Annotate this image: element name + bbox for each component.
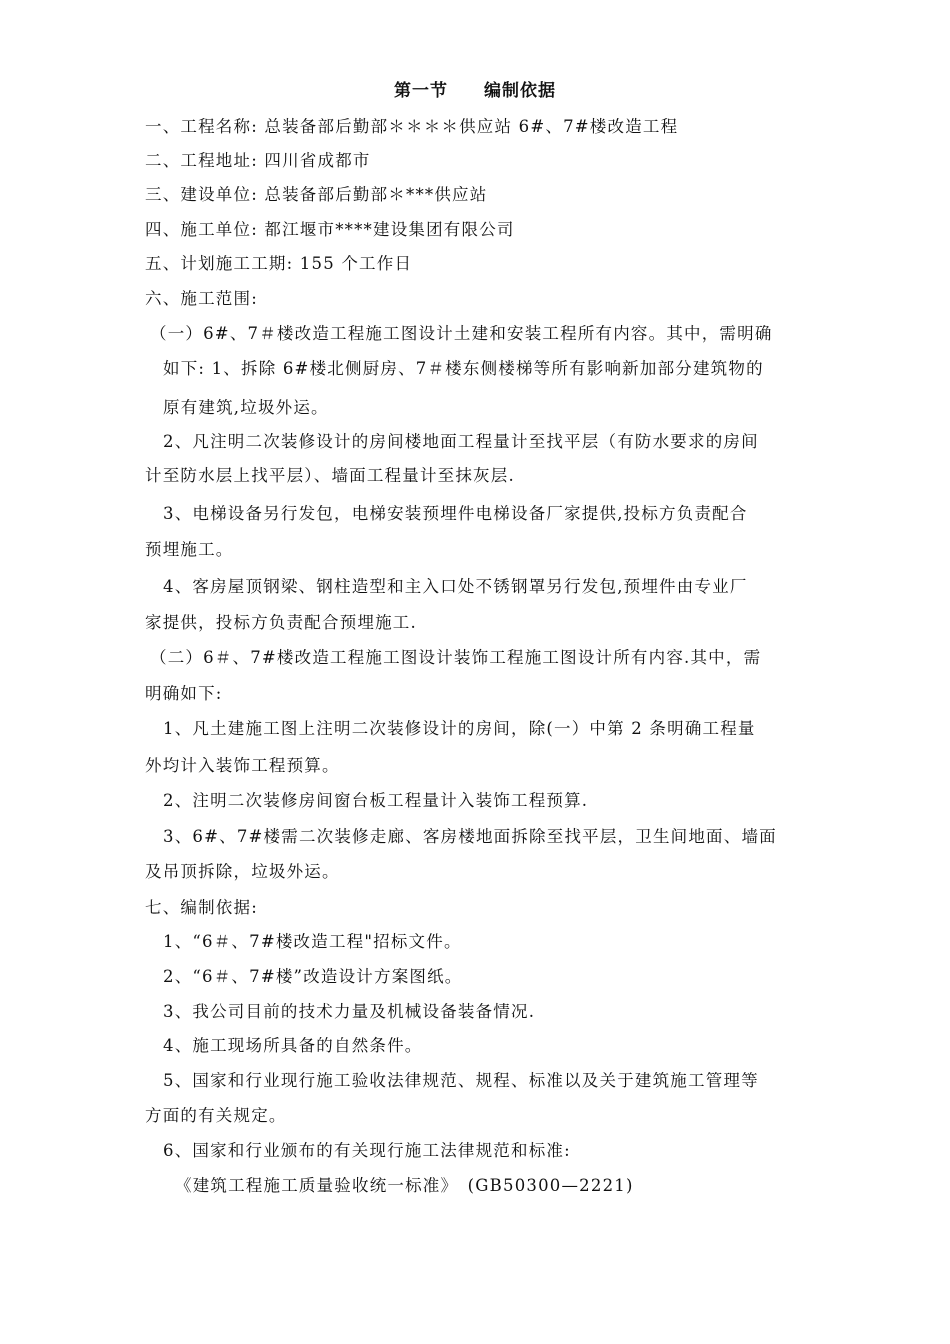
basis-item: 2、“6＃、7#楼”改造设计方案图纸。	[163, 967, 463, 986]
scope-heading: 六、施工范围:	[145, 289, 258, 308]
contractor-line: 四、施工单位: 都江堰市****建设集团有限公司	[145, 220, 515, 239]
scope-item-1-line: 3、电梯设备另行发包，电梯安装预埋件电梯设备厂家提供,投标方负责配合	[163, 504, 748, 523]
scope-item-1-line: 原有建筑,垃圾外运。	[163, 398, 329, 417]
basis-item: 5、国家和行业现行施工验收法律规范、规程、标准以及关于建筑施工管理等	[163, 1071, 759, 1090]
schedule-line: 五、计划施工工期: 155 个工作日	[145, 254, 413, 273]
scope-item-1-line: 2、凡注明二次装修设计的房间楼地面工程量计至找平层（有防水要求的房间	[163, 432, 759, 451]
scope-item-2-line: 及吊顶拆除，垃圾外运。	[145, 862, 340, 881]
standard-reference: 《建筑工程施工质量验收统一标准》 (GB50300—2221)	[175, 1176, 634, 1195]
scope-item-2-line: 2、注明二次装修房间窗台板工程量计入装饰工程预算.	[163, 791, 589, 810]
owner-line: 三、建设单位: 总装备部后勤部＊***供应站	[145, 185, 488, 204]
section-title: 第一节 编制依据	[394, 81, 556, 101]
basis-item: 6、国家和行业颁布的有关现行施工法律规范和标准:	[163, 1141, 571, 1160]
basis-item: 1、“6＃、7#楼改造工程"招标文件。	[163, 932, 462, 951]
scope-item-1-line: 4、客房屋顶钢梁、钢柱造型和主入口处不锈钢罩另行发包,预埋件由专业厂	[163, 577, 748, 596]
scope-item-1-line: 家提供，投标方负责配合预埋施工.	[145, 613, 417, 632]
basis-item: 3、我公司目前的技术力量及机械设备装备情况.	[163, 1002, 536, 1021]
scope-item-2-line: 3、6#、7#楼需二次装修走廊、客房楼地面拆除至找平层，卫生间地面、墙面	[163, 827, 777, 846]
scope-item-2-line: （二）6＃、7#楼改造工程施工图设计装饰工程施工图设计所有内容.其中，需	[150, 648, 762, 667]
basis-item: 方面的有关规定。	[145, 1106, 287, 1125]
project-name-line: 一、工程名称: 总装备部后勤部＊＊＊＊供应站 6#、7#楼改造工程	[145, 117, 679, 136]
scope-item-1-line: 预埋施工。	[145, 540, 234, 559]
basis-heading: 七、编制依据:	[145, 898, 258, 917]
scope-item-2-line: 1、凡土建施工图上注明二次装修设计的房间，除(一）中第 2 条明确工程量	[163, 719, 756, 738]
scope-item-1-line: （一）6#、7＃楼改造工程施工图设计土建和安装工程所有内容。其中，需明确	[150, 324, 773, 343]
basis-item: 4、施工现场所具备的自然条件。	[163, 1036, 423, 1055]
scope-item-1-line: 如下: 1、拆除 6#楼北侧厨房、7＃楼东侧楼梯等所有影响新加部分建筑物的	[163, 359, 764, 378]
scope-item-1-line: 计至防水层上找平层）、墙面工程量计至抹灰层.	[145, 466, 515, 485]
project-address-line: 二、工程地址: 四川省成都市	[145, 151, 371, 170]
scope-item-2-line: 明确如下:	[145, 684, 223, 703]
scope-item-2-line: 外均计入装饰工程预算。	[145, 756, 340, 775]
